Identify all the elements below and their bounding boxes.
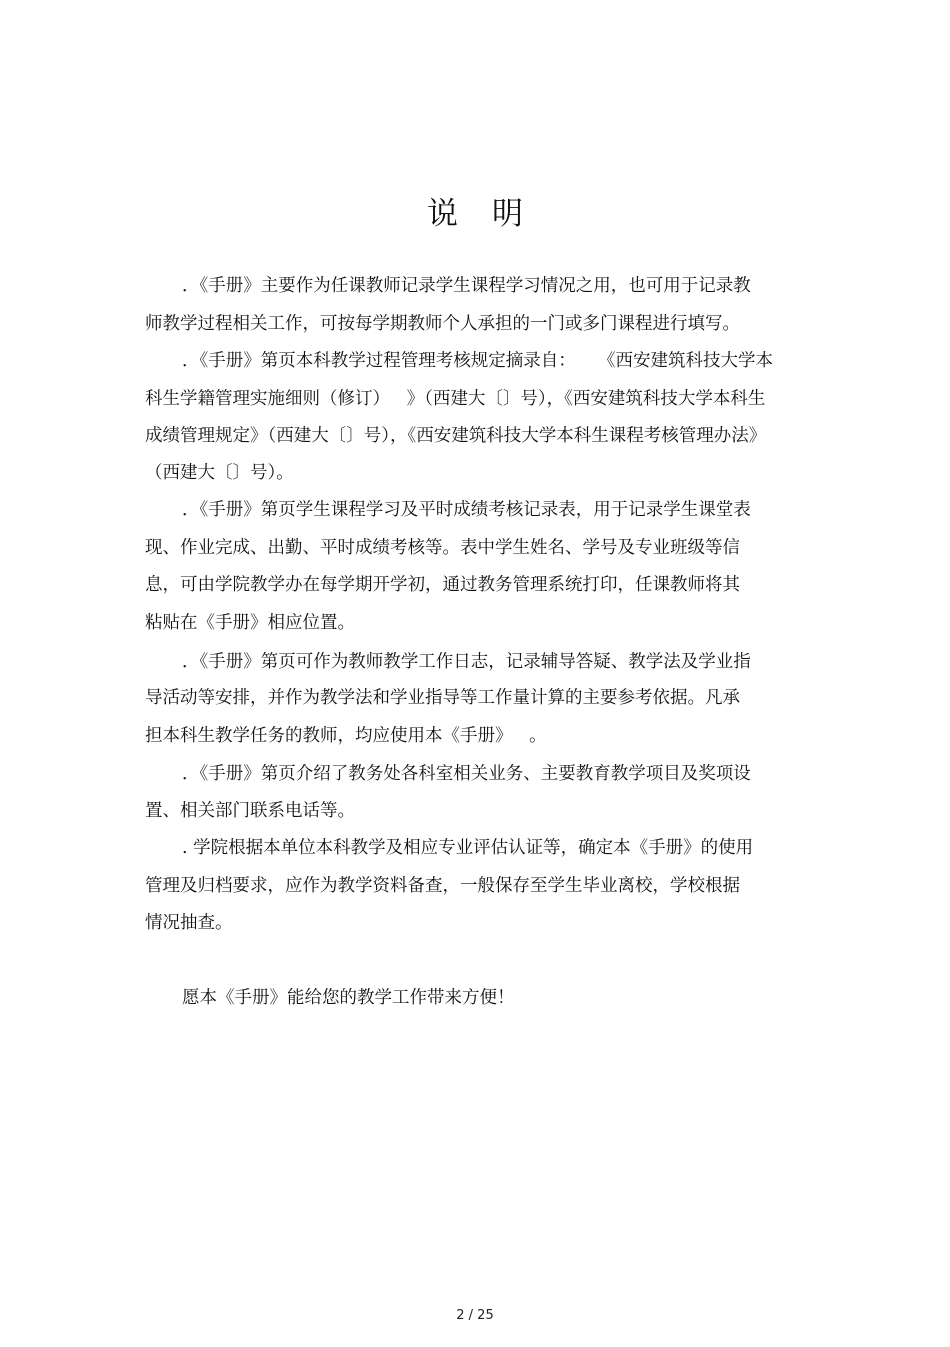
paragraph-1-line-1: ．《手册》主要作为任课教师记录学生课程学习情况之用，也可用于记录教 [182, 276, 751, 296]
closing-text: 愿本《手册》能给您的教学工作带来方便！ [182, 988, 515, 1008]
paragraph-1-line-2: 师教学过程相关工作，可按每学期教师个人承担的一门或多门课程进行填写。 [145, 314, 740, 334]
paragraph-6-line-2: 管理及归档要求，应作为教学资料备查，一般保存至学生毕业离校，学校根据 [145, 876, 740, 896]
paragraph-2-line-4: （西建大〔〕号）。 [145, 463, 294, 483]
paragraph-3-line-2: 现、作业完成、出勤、平时成绩考核等。表中学生姓名、学号及专业班级等信 [145, 538, 740, 558]
paragraph-6-line-1: . 学院根据本单位本科教学及相应专业评估认证等，确定本《手册》的使用 [182, 838, 754, 858]
paragraph-4-line-1: ．《手册》第页可作为教师教学工作日志，记录辅导答疑、教学法及学业指 [182, 652, 751, 672]
paragraph-4-line-2: 导活动等安排，并作为教学法和学业指导等工作量计算的主要参考依据。凡承 [145, 688, 740, 708]
page-title: 说明 [427, 196, 557, 232]
paragraph-2-line-2: 科生学籍管理实施细则（修订） 》（西建大〔〕号），《西安建筑科技大学本科生 [145, 389, 766, 409]
paragraph-5-line-2: 置、相关部门联系电话等。 [145, 801, 355, 821]
paragraph-2-line-3: 成绩管理规定》（西建大〔〕号），《西安建筑科技大学本科生课程考核管理办法》 [145, 426, 767, 446]
paragraph-4-line-3: 担本科生教学任务的教师，均应使用本《手册》 。 [145, 726, 547, 746]
paragraph-3-line-3: 息，可由学院教学办在每学期开学初，通过教务管理系统打印，任课教师将其 [145, 575, 740, 595]
paragraph-3-line-4: 粘贴在《手册》相应位置。 [145, 613, 355, 633]
page-number: 2 / 25 [456, 1308, 494, 1323]
paragraph-3-line-1: ．《手册》第页学生课程学习及平时成绩考核记录表，用于记录学生课堂表 [182, 500, 751, 520]
paragraph-5-line-1: ．《手册》第页介绍了教务处各科室相关业务、主要教育教学项目及奖项设 [182, 764, 751, 784]
paragraph-2-line-1: ．《手册》第页本科教学过程管理考核规定摘录自： 《西安建筑科技大学本 [182, 351, 773, 371]
paragraph-6-line-3: 情况抽查。 [145, 913, 233, 933]
